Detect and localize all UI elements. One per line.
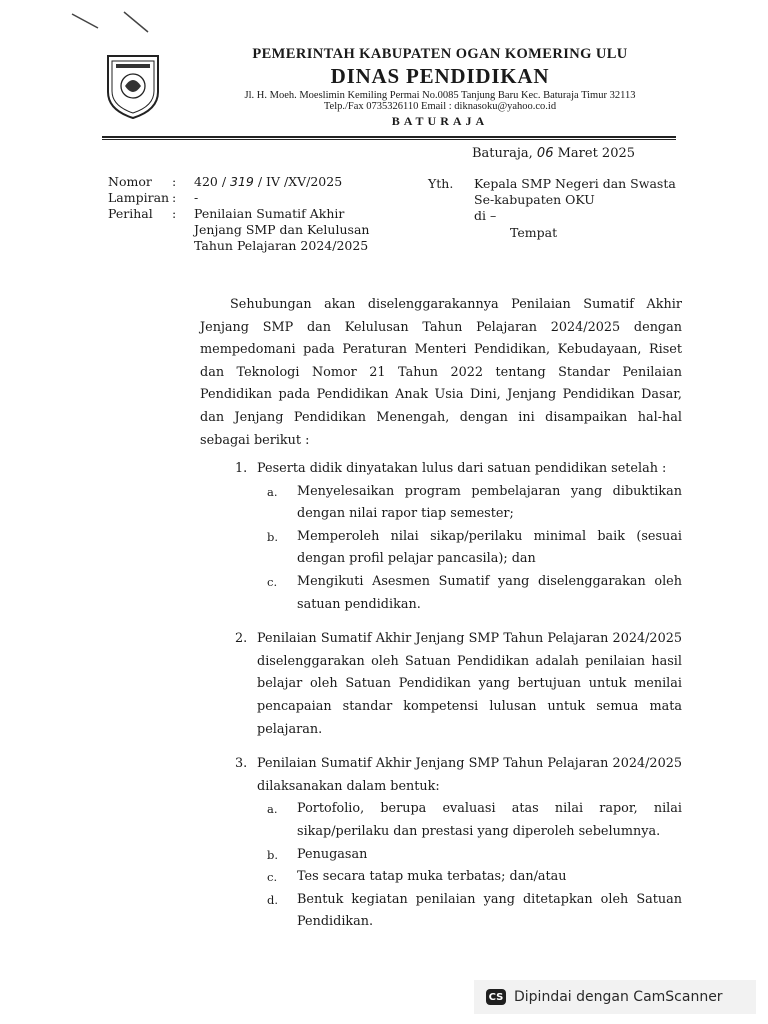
sub-item xyxy=(257,889,682,934)
intro-paragraph: Sehubungan akan diselenggarakannya Penilaian Sumatif Akhir Jenjang SMP dan Kelulusan Tahun Pelajaran 2024/2025 dengan mempedomani pada Peraturan Menteri Pendidikan, Kebudayaan, Riset dan Teknologi Nomor 21 Tahun 2022 tentang Standar Penilaian Pendidikan pada Pendidikan Anak Usia Dini, Jenjang Pendidikan Dasar, dan Jenjang Pendidikan Menengah, dengan ini disampaikan hal-hal sebagai berikut : xyxy=(200,297,682,448)
nomor-label: Nomor xyxy=(108,174,152,189)
camscanner-logo-icon: CS xyxy=(486,989,506,1005)
regency-logo-icon xyxy=(104,52,162,120)
sub-text: Memperoleh nilai sikap/perilaku minimal baik (sesuai dengan profil pelajar pancasila); dan xyxy=(297,528,682,567)
yth-label: Yth. xyxy=(428,176,454,191)
lampiran-value: - xyxy=(194,190,199,205)
item-text: Penilaian Sumatif Akhir Jenjang SMP Tahun Pelajaran 2024/2025 dilaksanakan dalam bentuk: xyxy=(257,756,682,794)
sub-letter: c. xyxy=(267,574,278,589)
sub-text: Portofolio, berupa evaluasi atas nilai rapor, nilai sikap/perilaku dan prestasi yang diperoleh sebelumnya. xyxy=(297,801,682,839)
recipient-place: Tempat xyxy=(510,225,558,240)
list-item xyxy=(235,628,682,741)
sub-item xyxy=(257,798,682,843)
item-number: 2. xyxy=(235,631,248,647)
points-list xyxy=(235,458,682,934)
nomor-value xyxy=(194,174,404,190)
office-city: BATURAJA xyxy=(391,114,489,128)
recipient-block xyxy=(428,176,676,241)
recipient-line-1: Kepala SMP Negeri dan Swasta xyxy=(474,176,676,191)
date-month-year: Maret 2025 xyxy=(557,146,636,161)
nomor-row xyxy=(108,174,404,190)
government-name: PEMERINTAH KABUPATEN OGAN KOMERING ULU xyxy=(252,46,628,62)
sub-text: Penugasan xyxy=(297,846,368,862)
letter-intro xyxy=(200,294,682,452)
sub-text: Menyelesaikan program pembelajaran yang dibuktikan dengan nilai rapor tiap semester; xyxy=(297,483,682,522)
list-item xyxy=(235,458,682,616)
item-text: Peserta didik dinyatakan lulus dari satuan pendidikan setelah : xyxy=(257,461,667,476)
nomor-handwritten: 319 xyxy=(230,174,254,189)
office-address: Jl. H. Moeh. Moeslimin Kemiling Permai No.0085 Tanjung Baru Kec. Baturaja Timur 32113 xyxy=(244,90,636,101)
sub-text: Mengikuti Asesmen Sumatif yang diselenggarakan oleh satuan pendidikan. xyxy=(297,573,682,612)
sub-text: Tes secara tatap muka terbatas; dan/atau xyxy=(297,869,567,885)
lampiran-row xyxy=(108,190,404,206)
letterhead-divider xyxy=(102,136,676,138)
recipient-row xyxy=(428,176,676,241)
sub-letter: a. xyxy=(267,484,278,499)
perihal-row xyxy=(108,206,404,254)
sub-text: Bentuk kegiatan penilaian yang ditetapkan oleh Satuan Pendidikan. xyxy=(297,891,682,930)
sub-item xyxy=(257,526,682,571)
office-name: DINAS PENDIDIKAN xyxy=(330,64,550,88)
item-text: Penilaian Sumatif Akhir Jenjang SMP Tahun Pelajaran 2024/2025 diselenggarakan oleh Satuan Pendidikan adalah penilaian hasil belajar oleh Satuan Pendidikan yang bertujuan untuk menilai pencapaian standar kompetensi lulusan untuk semua mata pelajaran. xyxy=(257,631,682,737)
pen-marks xyxy=(70,8,160,38)
date-day-handwritten: 06 xyxy=(536,146,554,161)
lampiran-label: Lampiran xyxy=(108,190,170,205)
sub-item xyxy=(257,481,682,526)
nomor-prefix: 420 / xyxy=(194,174,227,189)
sub-letter: b. xyxy=(267,529,279,544)
sub-item xyxy=(257,844,682,867)
colon: : xyxy=(172,174,177,189)
recipient-lines xyxy=(474,176,676,241)
colon: : xyxy=(172,206,177,221)
letterhead-divider-thin xyxy=(102,139,676,140)
sub-letter: d. xyxy=(267,892,279,907)
item-number: 3. xyxy=(235,756,248,772)
sub-letter: c. xyxy=(267,870,278,885)
letterhead xyxy=(190,46,690,129)
item-number: 1. xyxy=(235,461,248,476)
date-place: Baturaja, xyxy=(472,146,533,161)
sub-list xyxy=(257,798,682,934)
sub-letter: a. xyxy=(267,802,278,817)
camscanner-watermark xyxy=(474,980,756,1014)
letter-date xyxy=(472,146,635,161)
sub-item xyxy=(257,866,682,889)
sub-item xyxy=(257,571,682,616)
recipient-line-3: di – xyxy=(474,208,497,223)
office-contact: Telp./Fax 0735326110 Email : diknasoku@yahoo.co.id xyxy=(323,101,557,112)
perihal-value: Penilaian Sumatif Akhir Jenjang SMP dan Kelulusan Tahun Pelajaran 2024/2025 xyxy=(194,206,370,253)
recipient-line-2: Se-kabupaten OKU xyxy=(474,192,595,207)
sub-list xyxy=(257,481,682,617)
list-item xyxy=(235,753,682,934)
perihal-label: Perihal xyxy=(108,206,153,221)
letter-meta xyxy=(108,174,404,254)
nomor-suffix: / IV /XV/2025 xyxy=(257,174,343,189)
camscanner-text: Dipindai dengan CamScanner xyxy=(514,989,723,1005)
sub-letter: b. xyxy=(267,847,279,862)
colon: : xyxy=(172,190,177,205)
